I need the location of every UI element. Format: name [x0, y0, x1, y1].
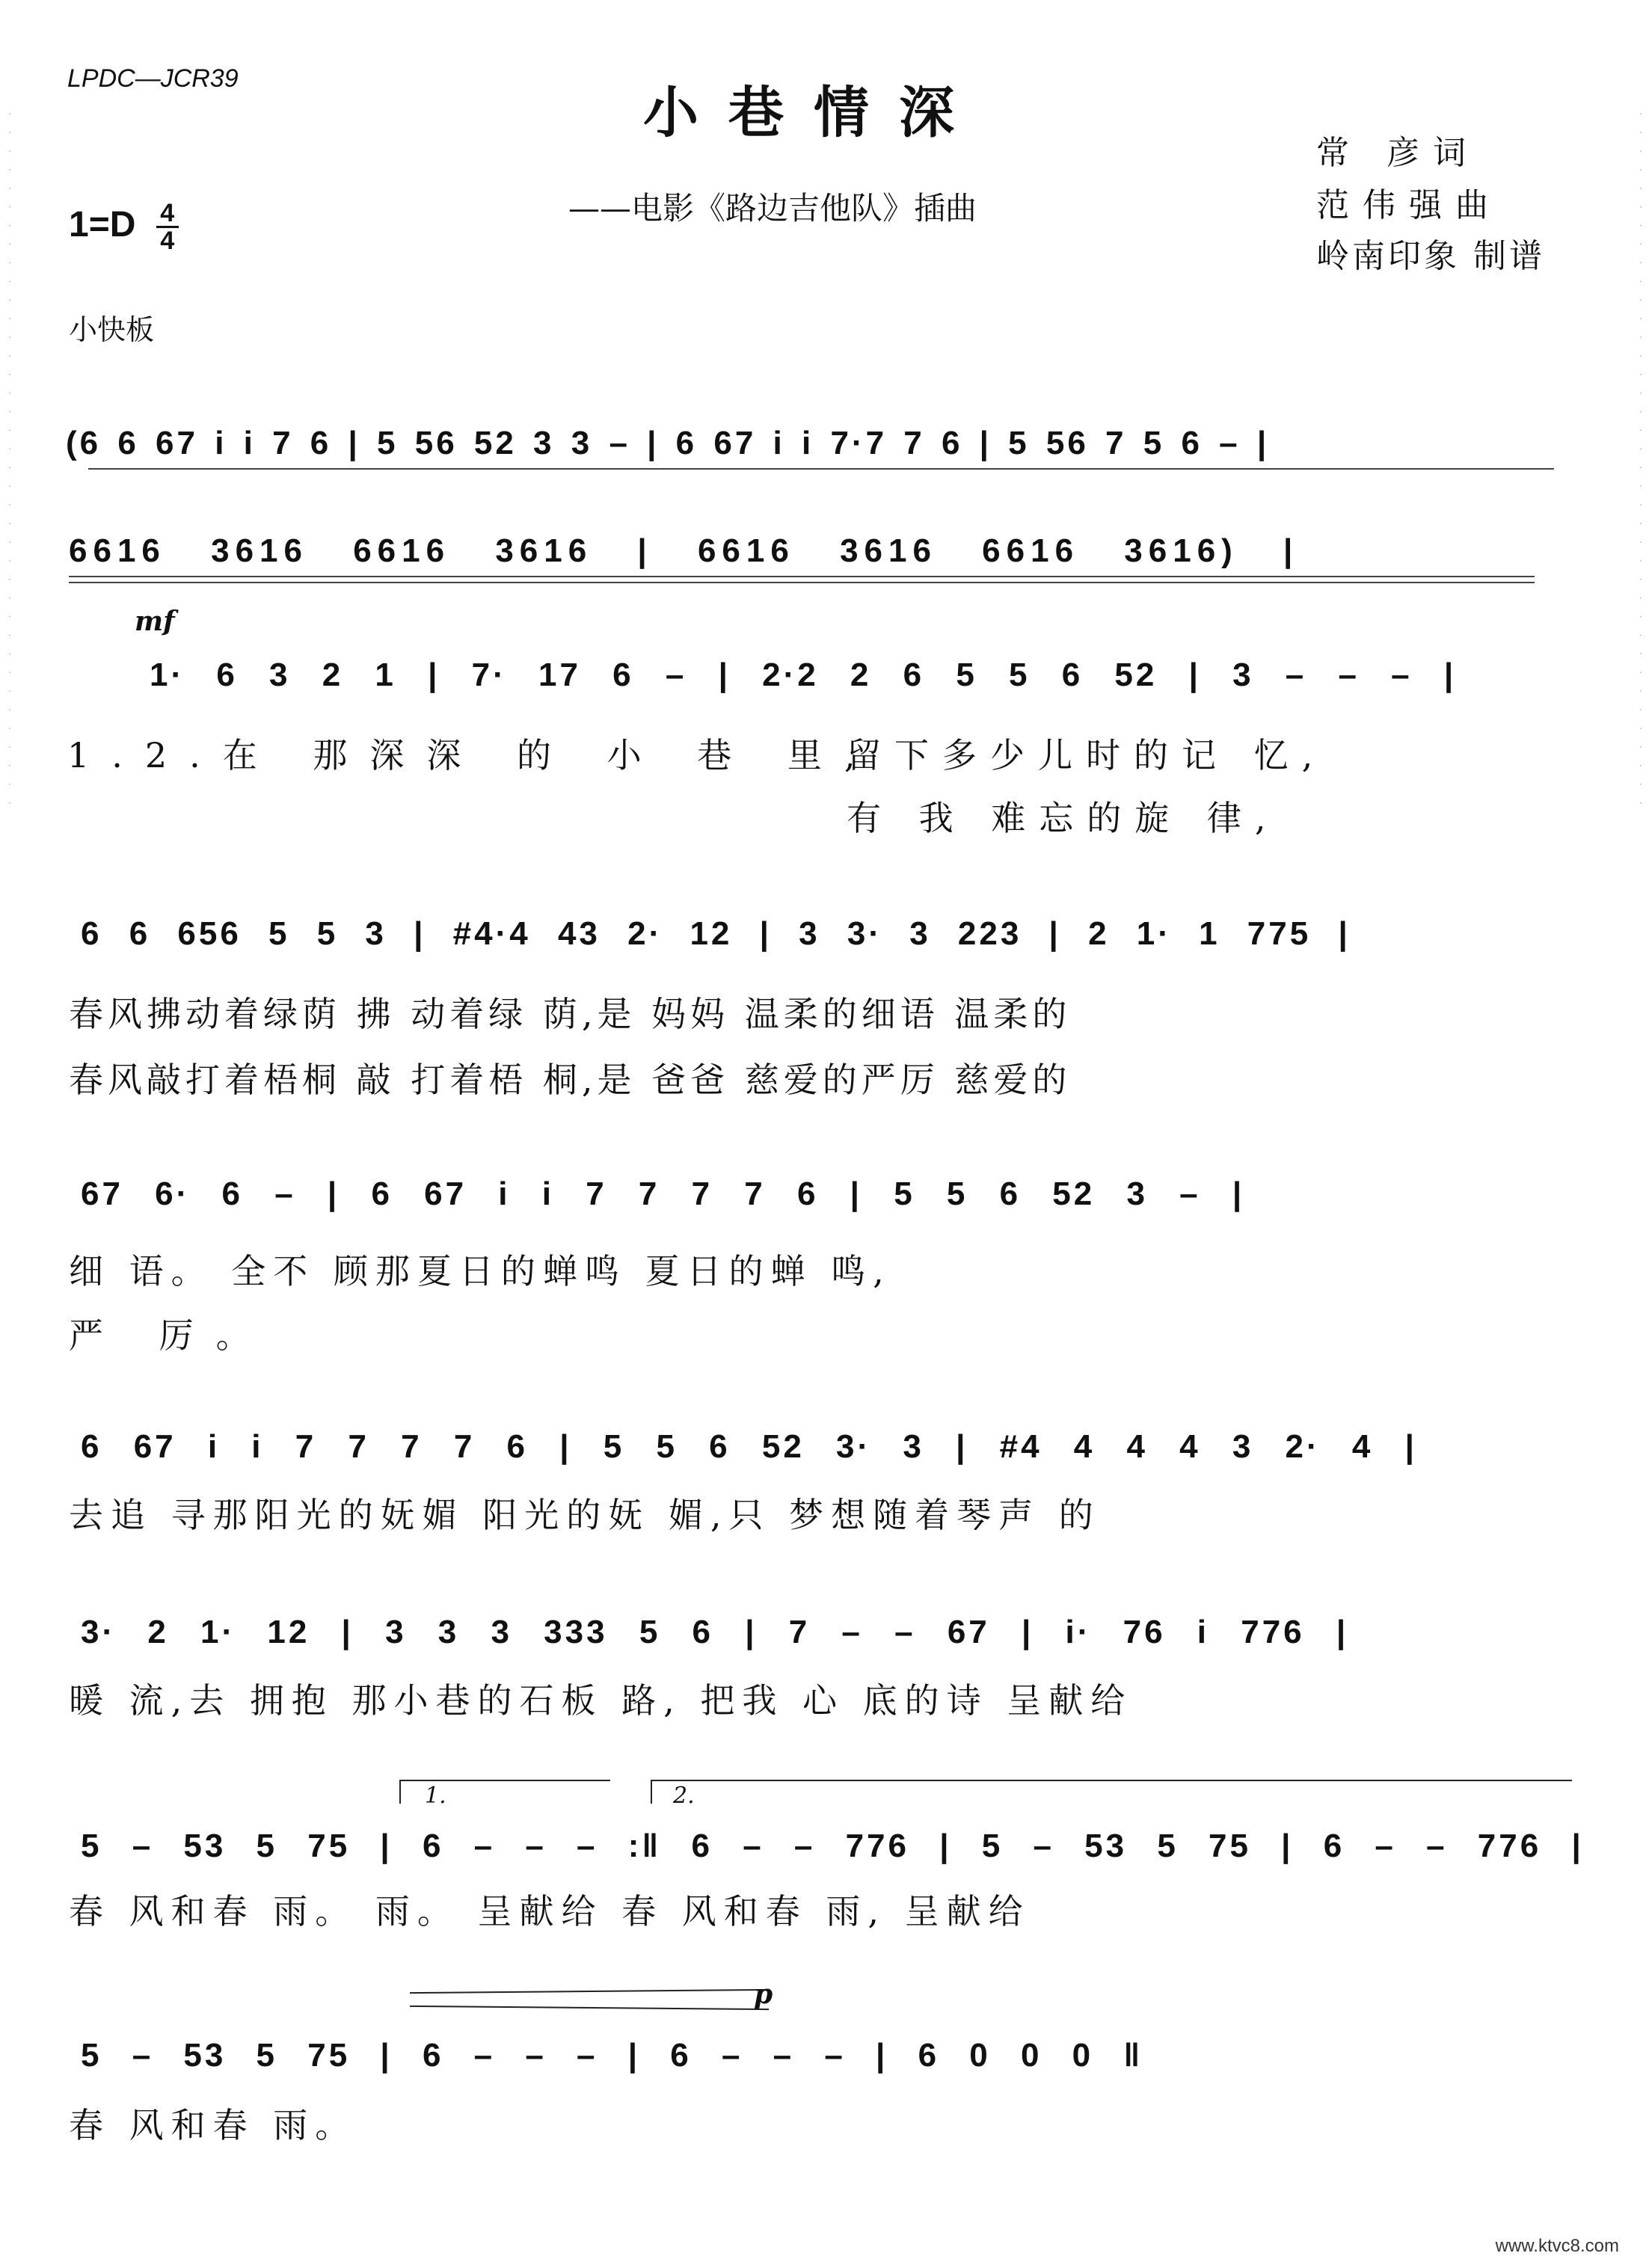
key-signature [69, 200, 179, 253]
site-watermark: www.ktvc8.com [1495, 2236, 1619, 2256]
song-subtitle: ——电影《路边吉他队》插曲 [568, 190, 977, 227]
row-2-underline-double [69, 582, 1535, 583]
right-watermark-strip: · · · · · · · · · · · · · · · · · · · · · · · · · · · · · · · · · · · · · · [1634, 112, 1646, 811]
score-code: LPDC—JCR39 [67, 64, 239, 93]
song-title: 小巷情深 [643, 81, 984, 145]
row-3-lyric-b: 有 我 难忘的旋 律, [847, 798, 1280, 838]
time-bottom: 4 [160, 227, 175, 255]
score-row-6: 6 67 i i 7 7 7 7 6 | 5 5 6 52 3· 3 | #4 4 4 4 3 2· 4 | [81, 1428, 1417, 1465]
row-9-lyric: 春 风和春 雨。 [69, 2105, 357, 2145]
left-watermark-strip: · · · · · · · · · · · · · · · · · · · · · · · · · · · · · · · · · · · · · · [3, 112, 15, 811]
row-2-underline [69, 576, 1535, 577]
score-row-9: 5 – 53 5 75 | 6 – – – | 6 – – – | 6 0 0 0 ‖ [81, 2037, 1143, 2074]
row-3-lyric-verse-1: 1.2.在 那深深 的 小 巷 里, [67, 735, 878, 775]
lyricist-credit: 常 彦词 [1316, 134, 1479, 172]
row-7-lyric: 暖 流,去 拥抱 那小巷的石板 路, 把我 心 底的诗 呈献给 [69, 1680, 1133, 1721]
dynamic-p: p [754, 1979, 773, 2010]
time-top: 4 [160, 199, 175, 227]
row-1-underline [88, 468, 1554, 470]
volta-2-bracket [651, 1780, 1572, 1804]
score-row-8: 5 – 53 5 75 | 6 – – – :‖ 6 – – 776 | 5 – 53 5 75 | 6 – – 776 | [81, 1828, 1584, 1864]
row-5-lyric-verse-1: 细 语。 全不 顾那夏日的蝉鸣 夏日的蝉 鸣, [69, 1251, 891, 1291]
row-4-lyric-verse-1: 春风拂动着绿荫 拂 动着绿 荫,是 妈妈 温柔的细语 温柔的 [69, 994, 1072, 1034]
row-8-lyric: 春 风和春 雨。 雨。 呈献给 春 风和春 雨, 呈献给 [69, 1891, 1031, 1932]
dynamic-mf: mf [135, 606, 175, 637]
decrescendo-line-bottom [410, 2006, 769, 2010]
score-row-2: 6616 3616 6616 3616 | 6616 3616 6616 3616) | [69, 532, 1299, 569]
row-5-lyric-verse-2: 严 厉。 [69, 1315, 273, 1356]
key-label: 1=D [69, 205, 136, 245]
score-row-7: 3· 2 1· 12 | 3 3 3 333 5 6 | 7 – – 67 | i· 76 i 776 | [81, 1614, 1349, 1650]
score-row-5: 67 6· 6 – | 6 67 i i 7 7 7 7 6 | 5 5 6 52 3 – | [81, 1176, 1245, 1212]
time-signature [156, 200, 179, 253]
tempo-marking: 小快板 [69, 313, 155, 346]
score-row-1: (6 6 67 i i 7 6 | 5 56 52 3 3 – | 6 67 i i 7·7 7 6 | 5 56 7 5 6 – | [66, 425, 1270, 461]
row-3-lyric-a: 留下多少儿时的记 忆, [847, 735, 1327, 775]
arranger-credit: 岭南印象 制谱 [1316, 237, 1545, 275]
score-row-3: 1· 6 3 2 1 | 7· 17 6 – | 2·2 2 6 5 5 6 52 | 3 – – – | [150, 657, 1457, 693]
row-4-lyric-verse-2: 春风敲打着梧桐 敲 打着梧 桐,是 爸爸 慈爱的严厉 慈爱的 [69, 1060, 1072, 1100]
score-row-4: 6 6 656 5 5 3 | #4·4 43 2· 12 | 3 3· 3 223 | 2 1· 1 775 | [81, 915, 1351, 952]
volta-2-label: 2. [673, 1783, 695, 1809]
decrescendo-line-top [410, 1989, 769, 1994]
composer-credit: 范伟强曲 [1316, 186, 1502, 224]
volta-1-label: 1. [425, 1783, 446, 1809]
row-6-lyric: 去追 寻那阳光的妩媚 阳光的妩 媚,只 梦想随着琴声 的 [69, 1495, 1101, 1535]
